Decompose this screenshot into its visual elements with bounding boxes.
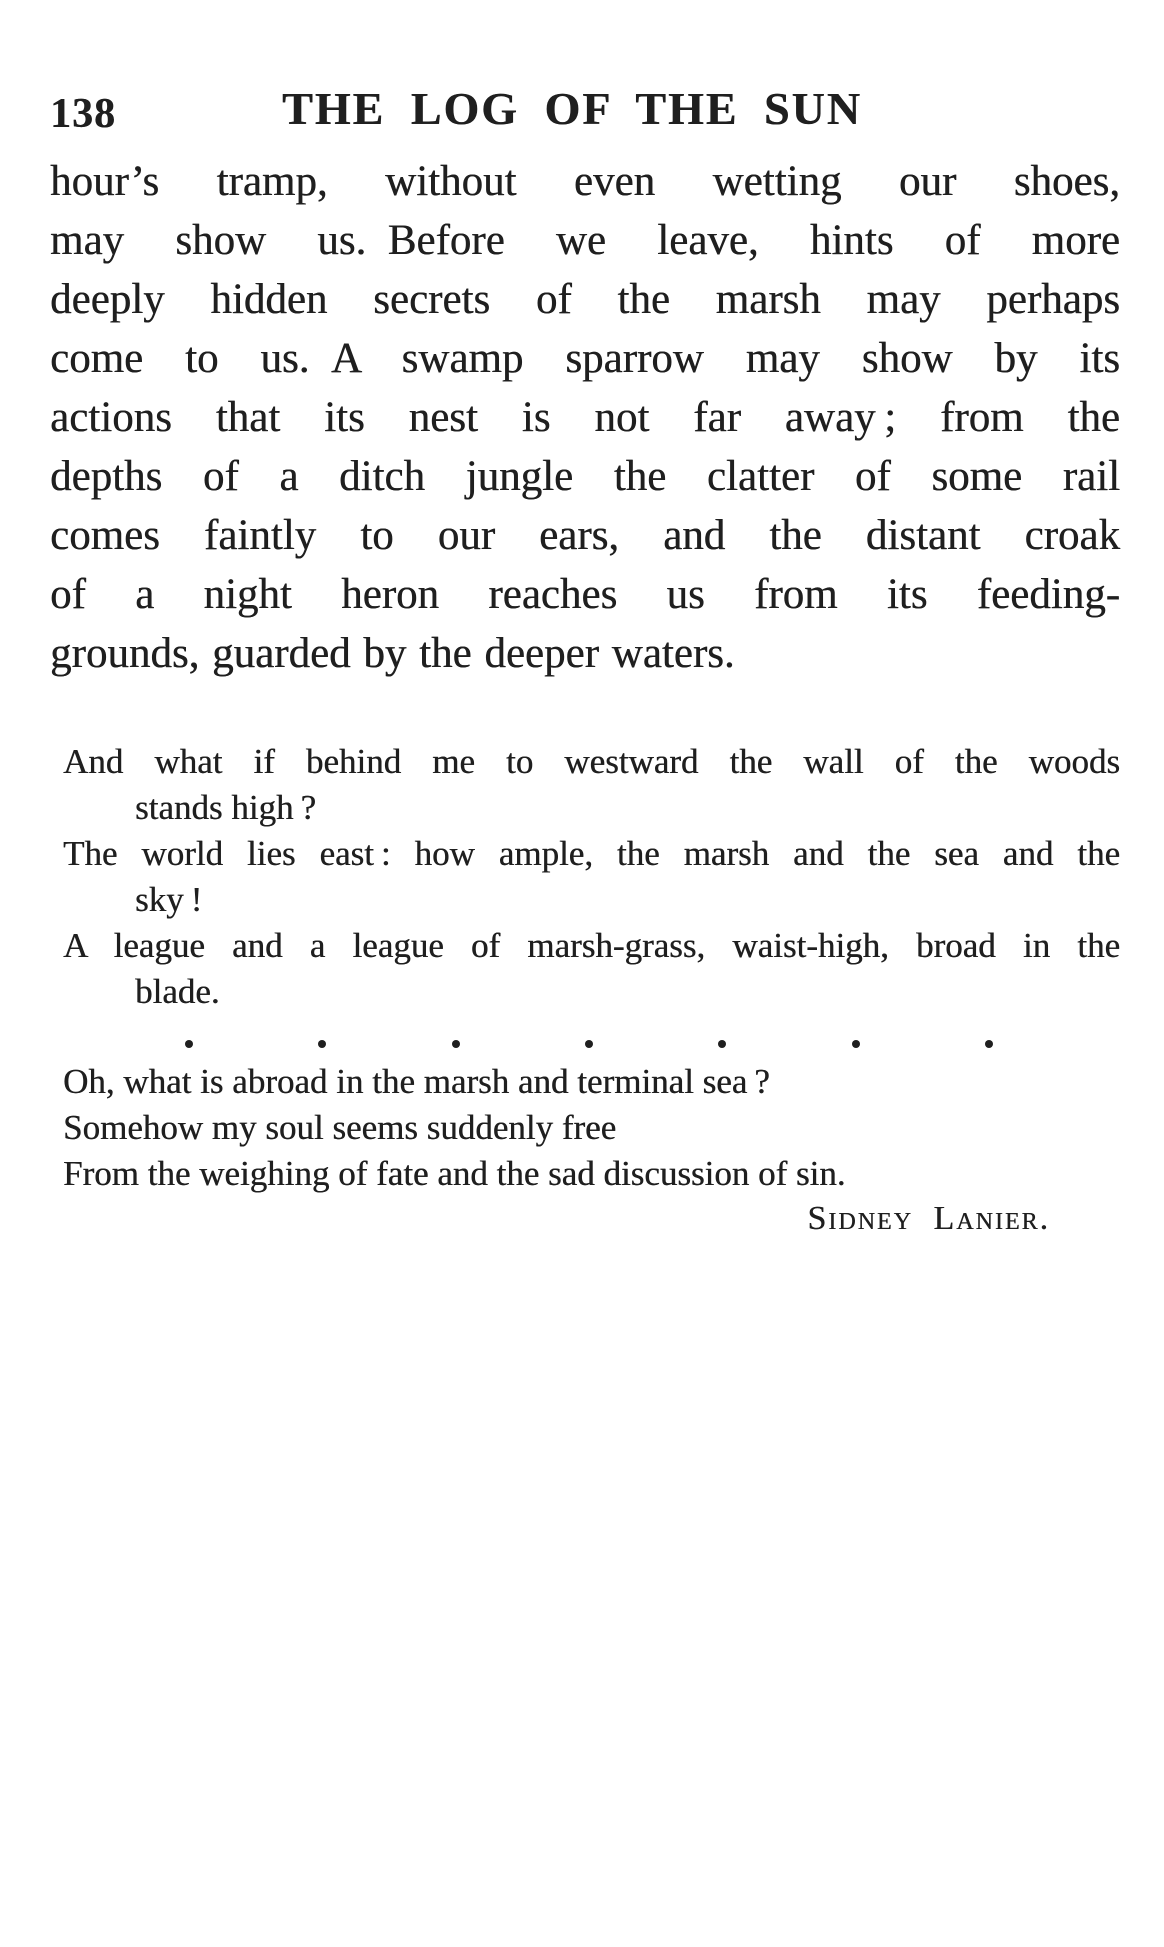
separator-dot xyxy=(985,1040,993,1048)
stanza-separator xyxy=(185,1036,993,1052)
poem-line: sky ! xyxy=(135,880,203,919)
separator-dot xyxy=(318,1040,326,1048)
separator-dot xyxy=(185,1040,193,1048)
body-line: comes faintly to our ears, and the distant croak xyxy=(50,512,1120,559)
poem-line: From the weighing of fate and the sad discussion of sin. xyxy=(63,1154,846,1193)
poem-stanza-1 xyxy=(63,739,1120,1015)
page-number: 138 xyxy=(50,91,116,137)
page-header xyxy=(0,0,1164,140)
running-title: THE LOG OF THE SUN xyxy=(282,83,862,134)
poem-line: Somehow my soul seems suddenly free xyxy=(63,1108,617,1147)
body-line: come to us. A swamp sparrow may show by its xyxy=(50,335,1120,382)
poem-line: blade. xyxy=(135,972,220,1011)
separator-dot xyxy=(452,1040,460,1048)
poem-stanza-2 xyxy=(63,1059,1120,1197)
poem-line: The world lies east : how ample, the marsh and the sea and the xyxy=(63,834,1120,873)
poem-line: stands high ? xyxy=(135,788,317,827)
poem-line: Oh, what is abroad in the marsh and terminal sea ? xyxy=(63,1062,770,1101)
separator-dot xyxy=(585,1040,593,1048)
separator-dot xyxy=(718,1040,726,1048)
body-line: grounds, guarded by the deeper waters. xyxy=(50,630,735,677)
body-line: may show us. Before we leave, hints of more xyxy=(50,217,1120,264)
poem-line: A league and a league of marsh-grass, waist-high, broad in the xyxy=(63,926,1120,965)
body-paragraph xyxy=(50,152,1120,683)
body-line: of a night heron reaches us from its feeding- xyxy=(50,571,1120,618)
separator-dot xyxy=(852,1040,860,1048)
body-line: deeply hidden secrets of the marsh may perhaps xyxy=(50,276,1120,323)
body-line: hour’s tramp, without even wetting our shoes, xyxy=(50,158,1120,205)
body-line: actions that its nest is not far away ; from the xyxy=(50,394,1120,441)
body-line: depths of a ditch jungle the clatter of some rail xyxy=(50,453,1120,500)
poem-line: And what if behind me to westward the wall of the woods xyxy=(63,742,1120,781)
poem-attribution: Sidney Lanier. xyxy=(807,1200,1050,1237)
